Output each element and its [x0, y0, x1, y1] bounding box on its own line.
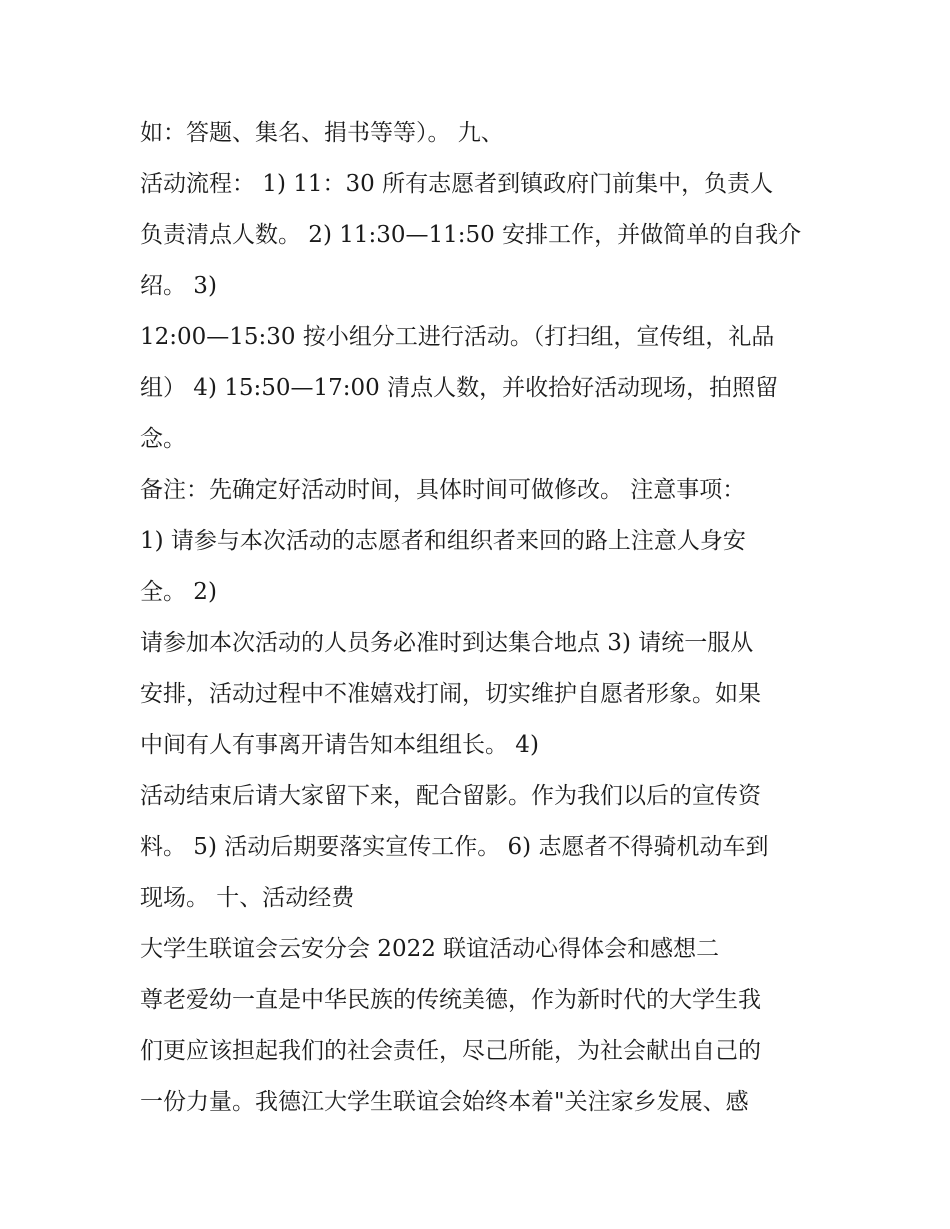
section-heading: 大学生联谊会云安分会 2022 联谊活动心得体会和感想二 [140, 936, 720, 962]
text-line: 料。 5) 活动后期要落实宣传工作。 6) 志愿者不得骑机动车到 [140, 834, 769, 860]
text-line: 全。 2) [140, 579, 217, 605]
text-line: 备注：先确定好活动时间，具体时间可做修改。 注意事项： [140, 477, 746, 503]
text-line: 念。 [140, 426, 186, 452]
text-line: 活动流程： 1) 11：30 所有志愿者到镇政府门前集中，负责人 [140, 171, 774, 197]
text-line: 1) 请参与本次活动的志愿者和组织者来回的路上注意人身安 [140, 528, 746, 554]
text-line: 活动结束后请大家留下来，配合留影。作为我们以后的宣传资 [140, 783, 761, 809]
text-line: 安排，活动过程中不准嬉戏打闹，切实维护自愿者形象。如果 [140, 681, 761, 707]
text-line: 中间有人有事离开请告知本组组长。 4) [140, 732, 539, 758]
text-line: 组） 4) 15:50—17:00 清点人数，并收拾好活动现场，拍照留 [140, 375, 779, 401]
text-line: 一份力量。我德江大学生联谊会始终本着"关注家乡发展、感 [140, 1089, 749, 1115]
body-text [140, 108, 820, 1128]
text-line: 负责清点人数。 2) 11:30—11:50 安排工作，并做简单的自我介 [140, 222, 802, 248]
text-line: 绍。 3) [140, 273, 217, 299]
text-line: 现场。 十、活动经费 [140, 885, 355, 911]
text-line: 请参加本次活动的人员务必准时到达集合地点 3) 请统一服从 [140, 630, 754, 656]
text-line: 如：答题、集名、捐书等等）。 九、 [140, 120, 504, 146]
text-line: 尊老爱幼一直是中华民族的传统美德，作为新时代的大学生我 [140, 987, 761, 1013]
text-line: 们更应该担起我们的社会责任，尽己所能，为社会献出自己的 [140, 1038, 761, 1064]
text-line: 12:00—15:30 按小组分工进行活动。（打扫组，宣传组，礼品 [140, 324, 775, 350]
